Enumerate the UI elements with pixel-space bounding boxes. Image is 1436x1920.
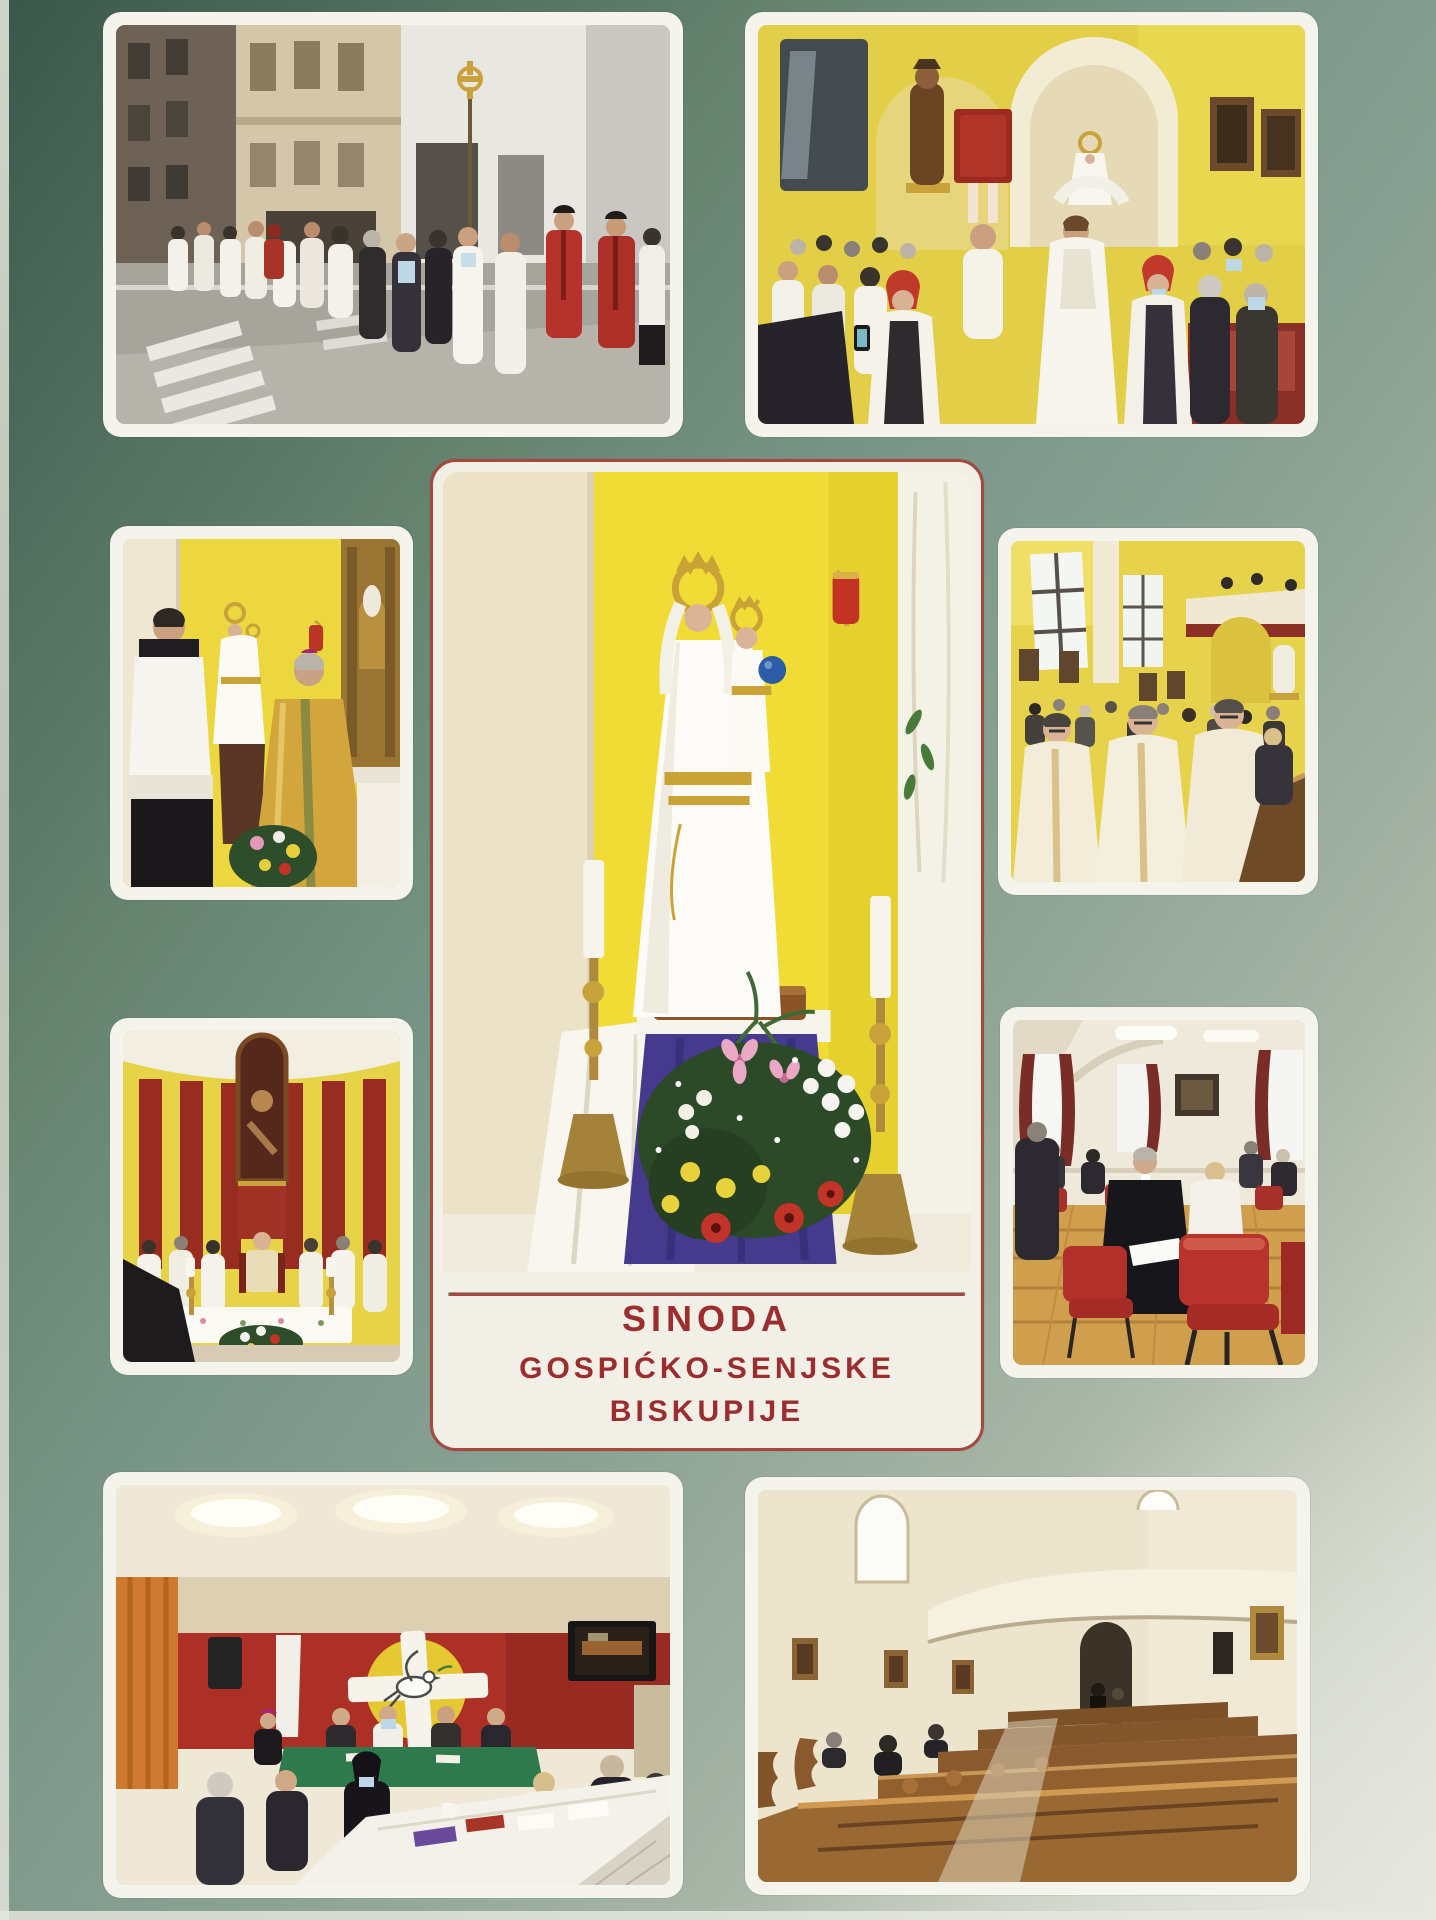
madonna-statue-scene [443, 472, 971, 1272]
title-divider [448, 1292, 966, 1297]
apse-painting [238, 1035, 286, 1181]
priests-mass-scene [1011, 541, 1305, 882]
loudspeaker-icon [208, 1637, 242, 1689]
back-doorway [1080, 1622, 1132, 1720]
photo-church-pews [745, 1477, 1310, 1895]
sanctuary-lamp-icon [309, 621, 323, 651]
procession-street-scene [116, 25, 670, 424]
photo-striped-apse [110, 1018, 413, 1375]
scan-edge-left [0, 0, 9, 1920]
photo-folk-costume-congregation [745, 12, 1318, 437]
photo-procession-street [103, 12, 683, 437]
scan-edge-bottom [0, 1911, 1436, 1920]
blue-orb [758, 656, 786, 684]
photo-bishop-at-altar [110, 526, 413, 900]
striped-apse-scene [123, 1031, 400, 1362]
altar-flowers [229, 825, 317, 887]
title-line-sinoda: SINODA [621, 1298, 792, 1339]
title-line-diocese: GOSPIĆKO-SENJSKE [519, 1352, 895, 1385]
title-line-biskupije: BISKUPIJE [609, 1395, 805, 1428]
photo-meeting-red-chairs [1000, 1007, 1318, 1378]
church-pews-scene [758, 1490, 1297, 1882]
sanctuary-lamp-icon [833, 572, 860, 626]
photo-priests-standing-mass [998, 528, 1318, 895]
folk-congregation-scene [758, 25, 1305, 424]
photo-hall-working-session [103, 1472, 683, 1898]
bishop-altar-scene [123, 539, 400, 887]
arched-window [856, 1496, 908, 1582]
title-card [430, 459, 984, 1451]
procession-folk [359, 230, 452, 352]
tv-screen [568, 1621, 656, 1681]
meeting-room-scene [1013, 1020, 1305, 1365]
hall-session-scene [116, 1485, 670, 1885]
